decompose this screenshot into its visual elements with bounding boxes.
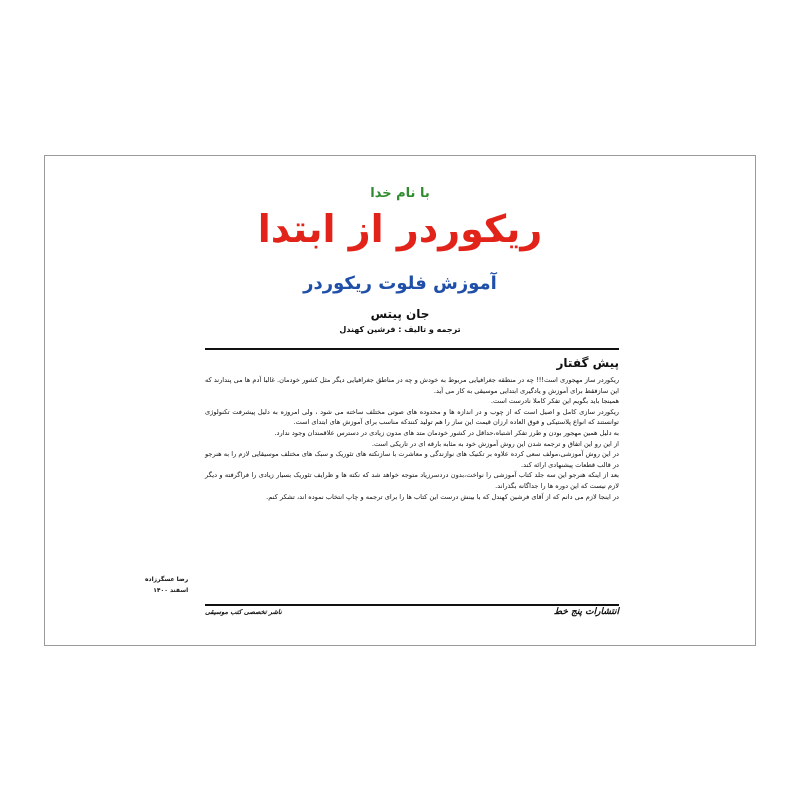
preface-section — [205, 354, 619, 502]
preface-paragraph: به دلیل همین مهجور بودن و طرز تفکر اشتباه،حداقل در کشور خودمان متد های مدون زیادی در دسترس علاقمندان وجود ندارد. — [274, 428, 619, 437]
preface-paragraph: ریکوردر سازی کامل و اصیل است که از چوب و در اندازه ها و محدوده های صوتی مختلف ساخته می شود ، ولی امروزه به دلیل پیشرفت تکنولوژی توانستند که انواع پلاستیکی و فوق العاده ارزان قیمت این ساز را هم تولید کنندکه مناسب برای آموزش های ابتدای است. — [205, 407, 619, 427]
preface-paragraph: در اینجا لازم می دانم که از آقای فرشین کهندل که با بینش درست این کتاب ها را برای ترجمه و چاپ انتخاب نموده اند، تشکر کنم. — [266, 492, 619, 501]
translator-credit: ترجمه و تالیف : فرشین کهندل — [339, 325, 461, 334]
preface-paragraph: در این روش آموزشی،مولف سعی کرده علاوه بر تکنیک های نوازندگی و معاشرت با سازنکته های تئوریک و سبک های مختلف موسیقایی لازم را به هنرجو در قالب قطعات پیشنهادی ارائه کند. — [205, 450, 619, 469]
publisher-logo-text: انتشارات پنج خط — [553, 607, 619, 617]
publisher-tagline: ناشر تخصصی کتب موسیقی — [205, 608, 282, 616]
book-title: ریکوردر از ابتدا — [257, 207, 543, 251]
author-name: جان پیتس — [370, 307, 430, 321]
publisher-footer — [205, 607, 619, 627]
preface-paragraph: بعد از اینکه هنرجو این سه جلد کتاب آموزشی را نواخت،بدون دردسرزیاد متوجه خواهد شد که نکته ها و ظرایف تئوریک بسیار زیادی را فراگرفته و دیگر لازم نیست که این دوره ها را جداگانه بگذراند. — [205, 471, 619, 490]
book-subtitle: آموزش فلوت ریکوردر — [303, 273, 497, 294]
signature-name: رضا عسگرزاده — [145, 576, 189, 583]
preface-heading: پیش گفتار — [556, 356, 619, 370]
preface-signature — [145, 574, 188, 596]
book-page — [44, 155, 756, 646]
preface-paragraph: همینجا باید بگویم این تفکر کاملا نادرست است. — [490, 397, 619, 406]
preface-paragraph: از این رو این اتفاق و ترجمه شدن این روش آموزش خود به مثابه بارقه ای در تاریکی است. — [371, 439, 619, 448]
top-divider — [205, 348, 619, 350]
bottom-divider — [205, 604, 619, 606]
preface-paragraph: ریکوردر ساز مهجوری است!!! چه در منطقه جغرافیایی مربوط به خودش و چه در مناطق جغرافیایی دیگر مثل کشور خودمان. غالبا آدم ها می پندارند که این سازفقط برای آموزش و یادگیری ابتدایی موسیقی به کار می آید. — [205, 376, 619, 395]
signature-date: اسفند ۱۴۰۰ — [153, 587, 189, 594]
basmala: با نام خدا — [370, 186, 430, 201]
